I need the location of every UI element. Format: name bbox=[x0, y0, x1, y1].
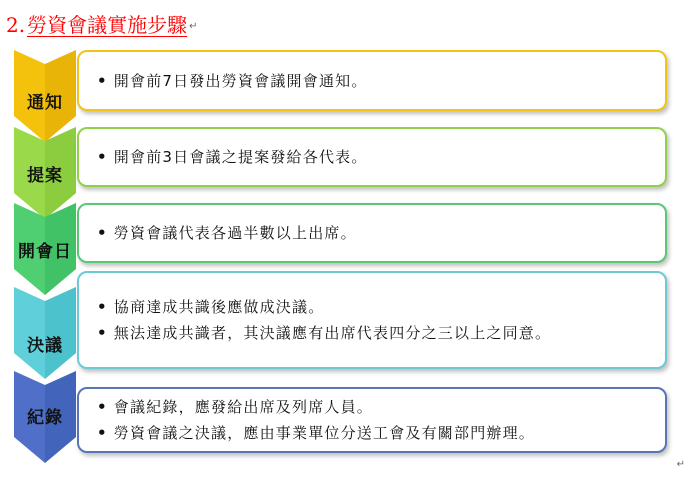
step-2-label: 提案 bbox=[27, 166, 63, 186]
step-5-box bbox=[77, 387, 667, 453]
bullet-dot-icon: • bbox=[97, 298, 108, 316]
bullet-dot-icon: • bbox=[97, 424, 108, 442]
step-2-box bbox=[77, 127, 667, 187]
step-1-label: 通知 bbox=[27, 93, 63, 113]
step-4-label: 決議 bbox=[27, 336, 63, 356]
step-4-bullet-2 bbox=[97, 320, 647, 346]
paragraph-mark-icon: ↵ bbox=[676, 459, 685, 470]
step-5-bullet-1 bbox=[97, 394, 647, 420]
step-1-box bbox=[77, 50, 667, 111]
step-3-bullet-1 bbox=[97, 220, 647, 246]
bullet-text: 無法達成共識者，其決議應有出席代表四分之三以上之同意。 bbox=[113, 324, 552, 342]
step-4-bullet-1 bbox=[97, 294, 647, 320]
bullet-text: 會議紀錄，應發給出席及列席人員。 bbox=[113, 398, 373, 416]
bullet-text: 開會前7日發出勞資會議開會通知。 bbox=[113, 71, 368, 90]
paragraph-mark-icon: ↵ bbox=[189, 21, 198, 32]
bullet-dot-icon: • bbox=[97, 148, 108, 166]
bullet-text: 開會前3日會議之提案發給各代表。 bbox=[113, 148, 368, 166]
step-3-box bbox=[77, 203, 667, 263]
title-text: 勞資會議實施步驟 bbox=[27, 12, 188, 37]
step-4-box bbox=[77, 271, 667, 369]
step-1-bullet-1 bbox=[97, 68, 647, 94]
step-2-bullet-1 bbox=[97, 144, 647, 170]
step-5-bullet-2 bbox=[97, 420, 647, 446]
step-3-label: 開會日 bbox=[18, 242, 72, 262]
bullet-text: 勞資會議代表各過半數以上出席。 bbox=[113, 224, 357, 242]
step-5-chevron bbox=[14, 371, 76, 463]
bullet-dot-icon: • bbox=[97, 324, 108, 342]
bullet-text: 勞資會議之決議，應由事業單位分送工會及有關部門辦理。 bbox=[113, 424, 535, 442]
title-number: 2. bbox=[6, 13, 26, 37]
step-4-chevron bbox=[14, 287, 76, 379]
step-3-chevron bbox=[14, 203, 76, 295]
bullet-text: 協商達成共識後應做成決議。 bbox=[113, 298, 325, 316]
step-5-label: 紀錄 bbox=[27, 408, 63, 428]
bullet-dot-icon: • bbox=[97, 224, 108, 242]
bullet-dot-icon: • bbox=[97, 398, 108, 416]
bullet-dot-icon: • bbox=[97, 71, 108, 90]
